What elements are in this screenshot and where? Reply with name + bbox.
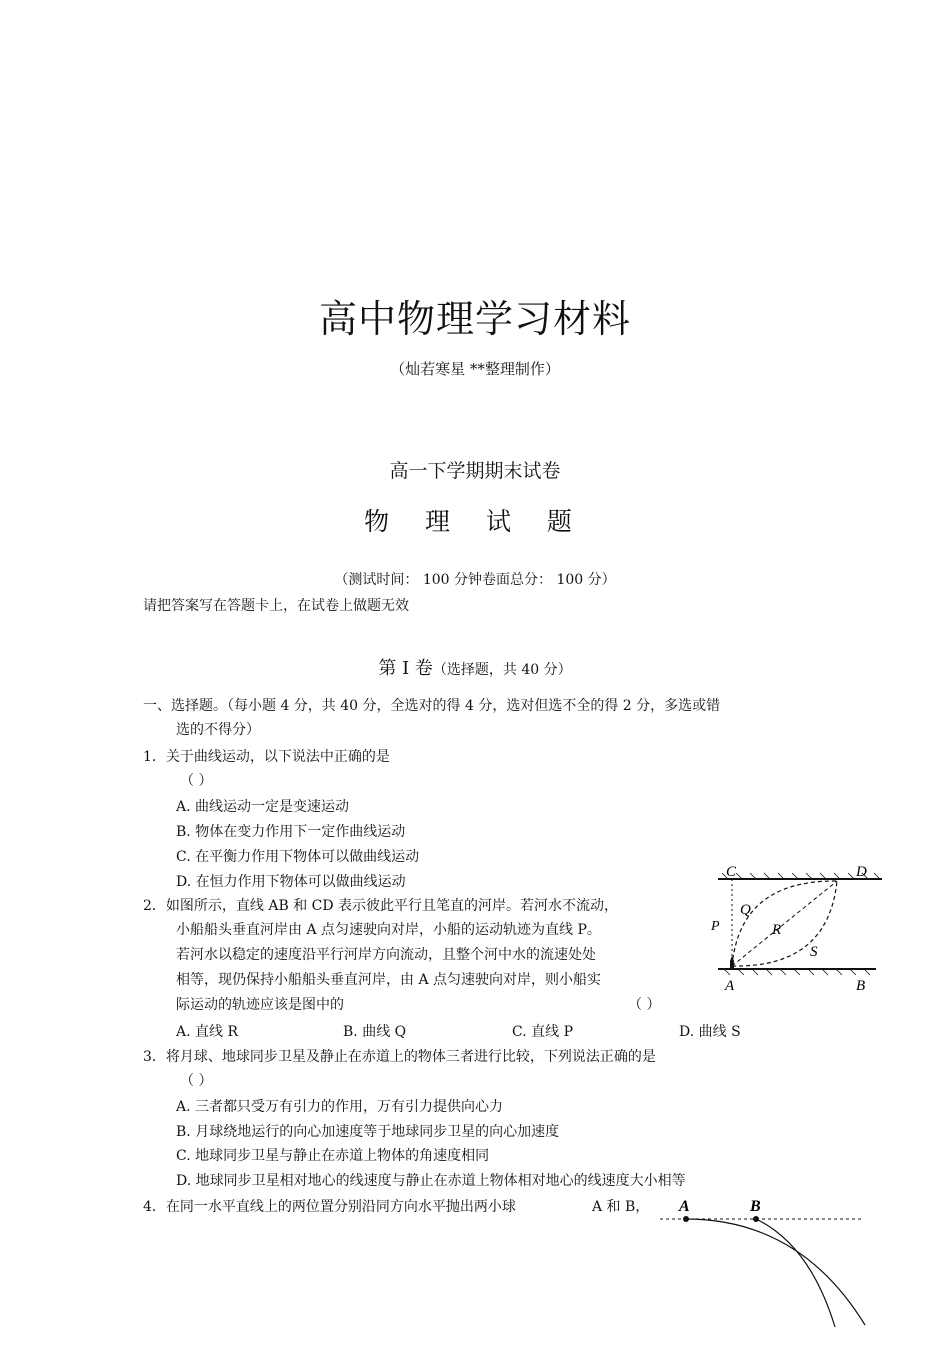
q1-stem: 1．关于曲线运动，以下说法中正确的是 (143, 749, 390, 765)
figure-label-b: B (856, 978, 866, 994)
q2-option-b: B. 曲线 Q (343, 1024, 407, 1040)
q1-option-a: A. 曲线运动一定是变速运动 (176, 799, 350, 815)
document-title: 高中物理学习材料 (318, 297, 631, 341)
part-heading: 一、选择题。（每小题 4 分，共 40 分，全选对的得 4 分，选对但选不全的得 2 分，多选或错 (143, 698, 721, 714)
section-note: （选择题，共 40 分） (432, 662, 572, 678)
q2-stem-line3: 若河水以稳定的速度沿平行河岸方向流动，且整个河中水的流速处处 (176, 947, 596, 963)
q2-stem-line4: 相等，现仍保持小船船头垂直河岸，由 A 点匀速驶向对岸，则小船实 (176, 972, 602, 988)
q3-answer-blank: （ ） (180, 1073, 213, 1089)
exam-title: 高一下学期期末试卷 (389, 460, 561, 482)
q2-option-a: A. 直线 R (176, 1024, 239, 1040)
figure-label-r: R (772, 922, 782, 938)
q3-option-a: A. 三者都只受万有引力的作用，万有引力提供向心力 (176, 1099, 504, 1115)
figure-label-c: C (726, 864, 737, 880)
section-title: 第 Ⅰ 卷 (378, 658, 433, 679)
q4-stem-tail: A 和 B， (592, 1199, 650, 1215)
section-heading (0, 654, 950, 680)
river-crossing-figure (700, 858, 890, 998)
q3-option-c: C. 地球同步卫星与静止在赤道上物体的角速度相同 (176, 1148, 490, 1164)
q1-option-c: C. 在平衡力作用下物体可以做曲线运动 (176, 849, 420, 865)
exam-info: （测试时间： 100 分钟卷面总分： 100 分） (334, 572, 616, 588)
q1-option-d: D. 在恒力作用下物体可以做曲线运动 (176, 874, 406, 890)
part-heading-cont: 选的不得分） (176, 722, 260, 738)
q4-stem: 4．在同一水平直线上的两位置分别沿同方向水平抛出两小球 (143, 1199, 516, 1215)
q2-answer-blank: （ ） (628, 997, 661, 1013)
q2-option-d: D. 曲线 S (679, 1024, 741, 1040)
figure-label-p: P (711, 919, 720, 934)
q2-stem-line1: 2．如图所示，直线 AB 和 CD 表示彼此平行且笔直的河岸。若河水不流动， (143, 898, 619, 914)
figure-label-s: S (810, 944, 818, 960)
instruction: 请把答案写在答题卡上，在试卷上做题无效 (143, 598, 409, 614)
q2-stem-line2: 小船船头垂直河岸由 A 点匀速驶向对岸，小船的运动轨迹为直线 P。 (176, 922, 601, 938)
figure-label-d: D (856, 864, 867, 880)
q1-option-b: B. 物体在变力作用下一定作曲线运动 (176, 824, 406, 840)
projectile-figure (650, 1195, 870, 1345)
figure-label-b: B (750, 1198, 761, 1215)
figure-label-a: A (679, 1198, 690, 1215)
q3-option-d: D. 地球同步卫星相对地心的线速度与静止在赤道上物体相对地心的线速度大小相等 (176, 1173, 686, 1189)
subject-title: 物 理 试 题 (364, 507, 586, 536)
figure-label-q: Q (740, 902, 751, 918)
q2-stem-line5: 际运动的轨迹应该是图中的 (176, 997, 344, 1013)
figure-label-a: A (725, 978, 735, 994)
q1-answer-blank: （ ） (180, 773, 213, 789)
q3-option-b: B. 月球绕地运行的向心加速度等于地球同步卫星的向心加速度 (176, 1124, 560, 1140)
document-subtitle: （灿若寒星 **整理制作） (390, 360, 560, 378)
q2-option-c: C. 直线 P (512, 1024, 573, 1040)
q3-stem: 3．将月球、地球同步卫星及静止在赤道上的物体三者进行比较，下列说法正确的是 (143, 1049, 656, 1065)
